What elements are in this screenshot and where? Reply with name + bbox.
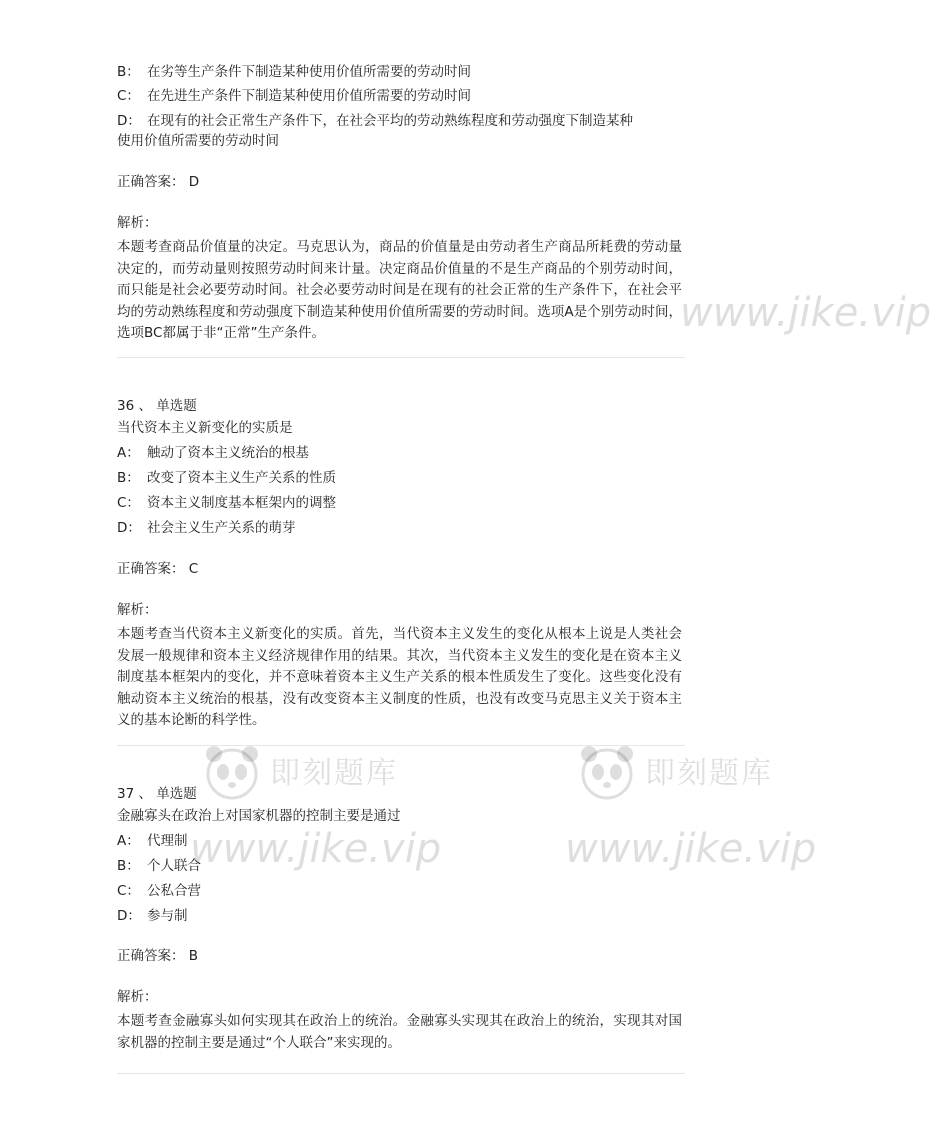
option-key: C： bbox=[117, 495, 140, 511]
option-key: C： bbox=[117, 88, 140, 104]
option-key: B： bbox=[117, 858, 140, 874]
option-text: 改变了资本主义生产关系的性质 bbox=[147, 470, 336, 486]
q36-header: 36 、 单选题 bbox=[117, 398, 197, 414]
option-key: B： bbox=[117, 470, 140, 486]
q36-answer bbox=[117, 559, 198, 579]
answer-value: B bbox=[188, 948, 199, 964]
option-key: D： bbox=[117, 113, 141, 129]
answer-label: 正确答案： bbox=[117, 948, 185, 964]
option-key: A： bbox=[117, 445, 140, 461]
option-key: D： bbox=[117, 908, 141, 924]
option-key: C： bbox=[117, 883, 140, 899]
q36-option-c bbox=[117, 493, 336, 513]
watermark-url: www.jike.vip bbox=[565, 826, 817, 872]
option-text: 参与制 bbox=[147, 908, 188, 924]
q35-analysis-label: 解析： bbox=[117, 215, 158, 231]
q36-option-a bbox=[117, 443, 309, 463]
q35-answer bbox=[117, 172, 199, 192]
q35-analysis-text: 本题考查商品价值量的决定。马克思认为，商品的价值量是由劳动者生产商品所耗费的劳动量决定的，而劳动量则按照劳动时间来计量。决定商品价值量的不是生产商品的个别劳动时间，而只能是社会必要劳动时间。社会必要劳动时间是在现有的社会正常的生产条件下，在社会平均的劳动熟练程度和劳动强度下制造某种使用价值所需要的劳动时间。选项A是个别劳动时间，选项BC都属于非“正常”生产条件。 bbox=[117, 239, 682, 341]
q36-analysis-label: 解析： bbox=[117, 602, 158, 618]
q36-analysis-text: 本题考查当代资本主义新变化的实质。首先，当代资本主义发生的变化从根本上说是人类社会发展一般规律和资本主义经济规律作用的结果。其次，当代资本主义发生的变化是在资本主义制度基本框架内的变化，并不意味着资本主义生产关系的根本性质发生了变化。这些变化没有触动资本主义统治的根基，没有改变资本主义制度的性质，也没有改变马克思主义关于资本主义的基本论断的科学性。 bbox=[117, 626, 682, 728]
q35-option-b bbox=[117, 62, 471, 82]
watermark-brand-name: 即刻题库 bbox=[270, 756, 398, 791]
option-text: 个人联合 bbox=[147, 858, 201, 874]
q37-stem: 金融寡头在政治上对国家机器的控制主要是通过 bbox=[117, 808, 401, 824]
watermark-right bbox=[565, 730, 817, 890]
option-text: 公私合营 bbox=[147, 883, 201, 899]
option-text: 触动了资本主义统治的根基 bbox=[147, 445, 309, 461]
q37-option-a bbox=[117, 831, 188, 851]
q36-option-b bbox=[117, 468, 336, 488]
q37-option-c bbox=[117, 881, 201, 901]
q37-header: 37 、 单选题 bbox=[117, 786, 197, 802]
q36-option-d bbox=[117, 518, 296, 538]
watermark-brand-name: 即刻题库 bbox=[645, 756, 773, 791]
option-text: 在先进生产条件下制造某种使用价值所需要的劳动时间 bbox=[147, 88, 471, 104]
watermark-url: www.jike.vip bbox=[190, 826, 442, 872]
option-key: D： bbox=[117, 520, 141, 536]
q35-option-d bbox=[117, 111, 633, 131]
watermark-url: www.jike.vip bbox=[680, 290, 931, 336]
q37-answer bbox=[117, 946, 198, 966]
option-key: B： bbox=[117, 64, 140, 80]
q37-analysis-text: 本题考查金融寡头如何实现其在政治上的统治。金融寡头实现其在政治上的统治，实现其对国家机器的控制主要是通过“个人联合”来实现的。 bbox=[117, 1013, 682, 1051]
q36-stem: 当代资本主义新变化的实质是 bbox=[117, 420, 293, 436]
option-text: 资本主义制度基本框架内的调整 bbox=[147, 495, 336, 511]
q35-option-d-continued: 使用价值所需要的劳动时间 bbox=[117, 133, 279, 149]
question-divider bbox=[117, 357, 685, 358]
option-text: 在劣等生产条件下制造某种使用价值所需要的劳动时间 bbox=[147, 64, 471, 80]
question-divider bbox=[117, 1073, 685, 1074]
q37-option-b bbox=[117, 856, 201, 876]
answer-label: 正确答案： bbox=[117, 561, 185, 577]
question-divider bbox=[117, 745, 685, 746]
q37-option-d bbox=[117, 906, 188, 926]
option-text: 社会主义生产关系的萌芽 bbox=[147, 520, 296, 536]
panda-icon bbox=[200, 740, 264, 804]
option-key: A： bbox=[117, 833, 140, 849]
option-text: 代理制 bbox=[147, 833, 188, 849]
q35-option-c bbox=[117, 86, 471, 106]
answer-label: 正确答案： bbox=[117, 174, 185, 190]
answer-value: D bbox=[188, 174, 200, 190]
panda-icon bbox=[575, 740, 639, 804]
q37-analysis-label: 解析： bbox=[117, 989, 158, 1005]
answer-value: C bbox=[188, 561, 199, 577]
option-text: 在现有的社会正常生产条件下，在社会平均的劳动熟练程度和劳动强度下制造某种 bbox=[147, 113, 633, 129]
